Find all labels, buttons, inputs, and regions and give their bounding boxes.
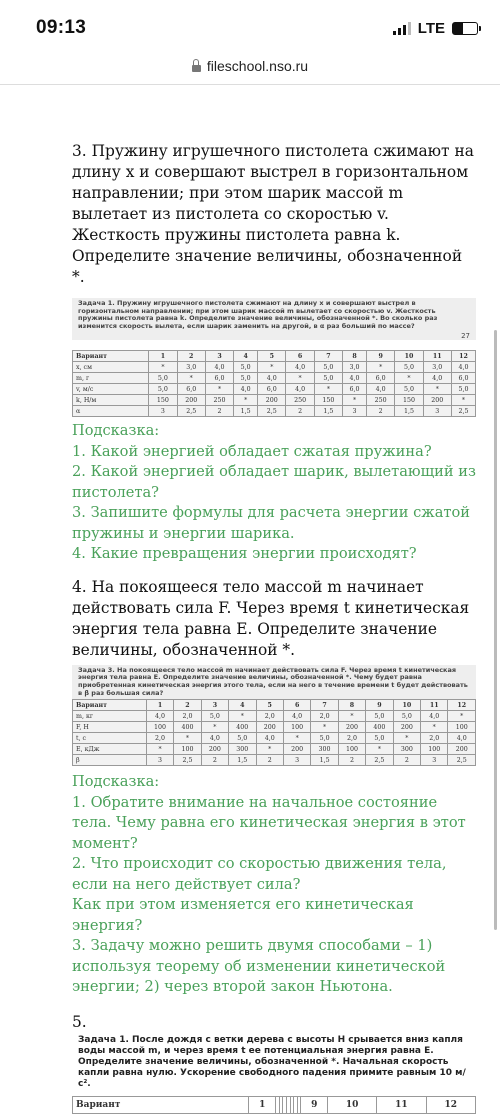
table-cell: 12 [451, 351, 475, 362]
data-table-3 [72, 350, 476, 417]
table-cell: t, с [73, 733, 147, 744]
table-cell: 1 [146, 700, 173, 711]
table-cell: Вариант [73, 700, 147, 711]
scan-task-text: Задача 1. Пружину игрушечного пистолета сжимают на длину x и совершают выстрел в горизонтальном направлении; при этом шарик массой m вылетает со скоростью v. Жесткость пружины пистолета равна k. Определите значение величины, обозначенной *. Во сколько раз изменится скорость вылета, если шарик заменить на другой, в α раз больший по массе? [78, 299, 438, 330]
table-cell: 100 [421, 744, 448, 755]
url-text: fileschool.nso.ru [206, 58, 309, 74]
table-cell: 5,0 [366, 733, 393, 744]
table-cell: * [201, 722, 228, 733]
table-row [73, 711, 476, 722]
address-bar[interactable] [0, 56, 500, 85]
table-row [73, 744, 476, 755]
table-cell: 10 [393, 700, 420, 711]
table-cell: 5,0 [149, 384, 177, 395]
table-cell: 2 [286, 406, 314, 417]
table-cell: 6 [286, 351, 314, 362]
table-cell: 4,0 [451, 362, 475, 373]
table-cell: 200 [258, 395, 286, 406]
table-cell: 5,0 [311, 733, 338, 744]
table-cell: 4,0 [258, 373, 286, 384]
table-cell: * [343, 395, 367, 406]
hints-4 [72, 772, 476, 998]
table-cell: x, см [73, 362, 149, 373]
scan-task-text: Задача 3. На покоящееся тело массой m начинает действовать сила F. Через время t кинетическая энергия тела равна E. Определите значение величины, обозначенной *. Чему будет равна приобретенная кинетическая энергия этого тела, если на него в течение времени t будет действовать в β раз большая сила? [78, 665, 468, 697]
hint-line: 1. Какой энергией обладает сжатая пружина? [72, 442, 432, 460]
scan-task-text: Задача 1. После дождя с ветки дерева с высоты H срывается вниз капля воды массой m, и через время t ее потенциальная энергия равна E. Определите значение величины, обозначенной *. Начальная скорость капли равна нулю. Ускорение свободного падения примите равным 10 м/с². [78, 1034, 466, 1089]
hint-line: 3. Запишите формулы для расчета энергии сжатой пружины и энергии шарика. [72, 504, 470, 542]
table-cell: 4,0 [421, 711, 448, 722]
table-cell: 400 [366, 722, 393, 733]
table-cell: 2 [366, 406, 394, 417]
table-cell: 6 [283, 700, 310, 711]
table-cell: 3 [423, 406, 451, 417]
table-cell: 6,0 [366, 373, 394, 384]
table-cell: 9 [301, 1096, 327, 1113]
table-cell: 2,0 [338, 733, 365, 744]
hints-3 [72, 421, 476, 565]
table-cell: m, кг [73, 711, 147, 722]
table-cell: 4 [234, 351, 258, 362]
table-cell: * [366, 744, 393, 755]
table-cell: 5,0 [314, 373, 342, 384]
table-cell: 2 [174, 700, 201, 711]
table-cell: 6,0 [177, 384, 205, 395]
table-cell: * [149, 362, 177, 373]
table-cell: 1,5 [395, 406, 423, 417]
table-cell: 5,0 [366, 711, 393, 722]
page-content [0, 141, 500, 1114]
data-table-4 [72, 699, 476, 766]
table-cell: 2,5 [366, 755, 393, 766]
table-row [73, 384, 476, 395]
table-cell: 4,0 [146, 711, 173, 722]
table-cell: 8 [338, 700, 365, 711]
hint-line: Подсказка: [72, 773, 160, 791]
table-cell: 7 [311, 700, 338, 711]
table-cell: 4 [229, 700, 256, 711]
table-cell: 100 [338, 744, 365, 755]
table-cell: 7 [314, 351, 342, 362]
table-cell: 2,5 [258, 406, 286, 417]
table-cell: * [146, 744, 173, 755]
table-row [73, 395, 476, 406]
table-cell: E, кДж [73, 744, 147, 755]
table-cell: 12 [448, 700, 476, 711]
table-cell: 2 [338, 755, 365, 766]
table-cell: 1,5 [229, 755, 256, 766]
scan-excerpt-4 [72, 665, 476, 699]
scan-excerpt-3 [72, 298, 476, 340]
table-cell: 300 [393, 744, 420, 755]
hint-line: 4. Какие превращения энергии происходят? [72, 545, 417, 563]
table-cell: 3 [149, 406, 177, 417]
table-cell: * [258, 362, 286, 373]
hint-line: Как при этом изменяется его кинетическая энергия? [72, 896, 414, 934]
table-cell: * [311, 722, 338, 733]
table-cell: 4,0 [234, 384, 258, 395]
table-cell: 2,0 [174, 711, 201, 722]
table-cell: 1,5 [314, 406, 342, 417]
table-cell: 10 [395, 351, 423, 362]
hint-line: 2. Что происходит со скоростью движения тела, если на него действует сила? [72, 855, 447, 893]
table-row [73, 722, 476, 733]
table-cell: 5 [258, 351, 286, 362]
table-cell: 150 [395, 395, 423, 406]
table-cell: 5,0 [149, 373, 177, 384]
table-cell: 200 [393, 722, 420, 733]
table-cell: 5,0 [234, 362, 258, 373]
status-icons [393, 20, 478, 37]
table-cell: 300 [229, 744, 256, 755]
table-cell: 200 [283, 744, 310, 755]
status-bar [0, 0, 500, 56]
table-cell: 2 [201, 755, 228, 766]
data-table-5 [72, 1096, 476, 1114]
table-cell: v, м/с [73, 384, 149, 395]
table-cell: * [366, 362, 394, 373]
table-cell: 150 [149, 395, 177, 406]
table-cell: 250 [205, 395, 233, 406]
table-cell: 3,0 [423, 362, 451, 373]
table-cell: 2 [205, 406, 233, 417]
table-row [73, 1096, 476, 1113]
table-cell: 3 [146, 755, 173, 766]
battery-icon [452, 22, 478, 35]
table-cell: 200 [338, 722, 365, 733]
question-5-number: 5. [72, 1012, 87, 1031]
table-cell: * [234, 395, 258, 406]
table-cell: * [229, 711, 256, 722]
table-cell: * [286, 373, 314, 384]
table-cell: 100 [174, 744, 201, 755]
question-3-text: 3. Пружину игрушечного пистолета сжимают на длину x и совершают выстрел в горизонтальном направлении; при этом шарик массой m вылетает из пистолета со скоростью v. Жесткость пружины пистолета равна k. Определите значение величины, обозначенной *. [72, 142, 474, 286]
table-cell: 2,5 [451, 406, 475, 417]
table-cell: 1 [149, 351, 177, 362]
table-cell: 4,0 [343, 373, 367, 384]
table-cell: 2,5 [177, 406, 205, 417]
table-cell: 9 [366, 351, 394, 362]
table-cell: 3 [205, 351, 233, 362]
table-cell: 100 [448, 722, 476, 733]
table-cell: * [256, 744, 283, 755]
table-cell: 5,0 [393, 711, 420, 722]
table-row [73, 362, 476, 373]
table-cell: * [395, 373, 423, 384]
table-cell: Вариант [73, 1096, 249, 1113]
table-cell: 1,5 [234, 406, 258, 417]
table-cell: 250 [366, 395, 394, 406]
table-cell: 200 [201, 744, 228, 755]
network-label: LTE [417, 19, 445, 37]
table-cell: * [205, 384, 233, 395]
table-row [73, 700, 476, 711]
table-cell: 6,0 [451, 373, 475, 384]
table-cell: 200 [448, 744, 476, 755]
table-cell: 6,0 [205, 373, 233, 384]
table-cell: * [451, 395, 475, 406]
table-cell: 100 [146, 722, 173, 733]
table-cell: 5,0 [451, 384, 475, 395]
table-cell: 4,0 [286, 362, 314, 373]
table-cell: 4,0 [448, 733, 476, 744]
table-cell: 11 [423, 351, 451, 362]
table-cell: * [338, 711, 365, 722]
table-cell: 200 [423, 395, 451, 406]
signal-icon [393, 22, 411, 35]
table-cell: α [73, 406, 149, 417]
scan-page-number: 27 [461, 332, 470, 341]
table-cell: m, г [73, 373, 149, 384]
table-cell: 2 [177, 351, 205, 362]
table-cell: Вариант [73, 351, 149, 362]
table-row [73, 351, 476, 362]
table-cell: 8 [343, 351, 367, 362]
table-cell: 2,5 [448, 755, 476, 766]
table-cell: 2 [393, 755, 420, 766]
lock-icon [192, 65, 201, 72]
table-cell: 400 [229, 722, 256, 733]
table-cell: 3 [343, 406, 367, 417]
table-cell: * [423, 384, 451, 395]
table-row [73, 373, 476, 384]
table-cell: 1,5 [311, 755, 338, 766]
table-cell: 5,0 [234, 373, 258, 384]
table-cell: * [283, 733, 310, 744]
table-cell: 2,0 [146, 733, 173, 744]
table-cell: 4,0 [366, 384, 394, 395]
table-cell: 2,0 [311, 711, 338, 722]
table-cell: * [174, 733, 201, 744]
table-cell: F, Н [73, 722, 147, 733]
table-cell: 5 [256, 700, 283, 711]
table-cell: 3,0 [343, 362, 367, 373]
table-cell: * [421, 722, 448, 733]
table-cell: 2,0 [421, 733, 448, 744]
table-cell: 300 [311, 744, 338, 755]
table-row [73, 733, 476, 744]
table-cell: 4,0 [256, 733, 283, 744]
table-row [73, 755, 476, 766]
table-cell: 400 [174, 722, 201, 733]
table-cell: 5,0 [395, 362, 423, 373]
table-cell: 250 [286, 395, 314, 406]
table-cell: 5,0 [229, 733, 256, 744]
clock: 09:13 [36, 17, 87, 38]
table-cell: 4,0 [286, 384, 314, 395]
table-cell: 12 [426, 1096, 475, 1113]
table-cell: 5,0 [395, 384, 423, 395]
hint-line: 3. Задачу можно решить двумя способами – 1) используя теорему об изменении кинетической энергии; 2) через второй закон Ньютона. [72, 937, 446, 996]
table-cell: 4,0 [201, 733, 228, 744]
hint-line: 2. Какой энергией обладает шарик, вылетающий из пистолета? [72, 463, 476, 501]
table-cell: 10 [327, 1096, 376, 1113]
table-cell: 3 [283, 755, 310, 766]
table-cell: 150 [314, 395, 342, 406]
table-cell: * [448, 711, 476, 722]
scan-excerpt-5 [72, 1033, 476, 1092]
table-cell: * [393, 733, 420, 744]
table-cell: 3 [201, 700, 228, 711]
table-cell: 6,0 [258, 384, 286, 395]
table-cell: 3 [421, 755, 448, 766]
table-cell: 6,0 [343, 384, 367, 395]
hint-line: Подсказка: [72, 422, 160, 440]
table-cell: 4,0 [283, 711, 310, 722]
table-cell: * [314, 384, 342, 395]
scrollbar[interactable] [494, 330, 497, 930]
question-4-text: 4. На покоящееся тело массой m начинает действовать сила F. Через время t кинетическая энергия тела равна E. Определите значение величины, обозначенной *. [72, 577, 470, 659]
table-cell: 200 [256, 722, 283, 733]
table-cell: 2 [256, 755, 283, 766]
table-cell: 11 [377, 1096, 426, 1113]
table-cell: 4,0 [205, 362, 233, 373]
table-cell: β [73, 755, 147, 766]
table-cell: 4,0 [423, 373, 451, 384]
table-cell: 5,0 [314, 362, 342, 373]
hint-line: 1. Обратите внимание на начальное состояние тела. Чему равна его кинетическая энергия в этот момент? [72, 793, 466, 852]
table-cell: 2,5 [174, 755, 201, 766]
table-row [73, 406, 476, 417]
table-cell: 9 [366, 700, 393, 711]
table-cell: * [177, 373, 205, 384]
table-cell: k, Н/м [73, 395, 149, 406]
table-cell: 100 [283, 722, 310, 733]
table-cell: 5,0 [201, 711, 228, 722]
table-cell: 200 [177, 395, 205, 406]
table-cell: 2,0 [256, 711, 283, 722]
table-cell: 1 [249, 1096, 275, 1113]
table-cell: 11 [421, 700, 448, 711]
table-cell: 3,0 [177, 362, 205, 373]
